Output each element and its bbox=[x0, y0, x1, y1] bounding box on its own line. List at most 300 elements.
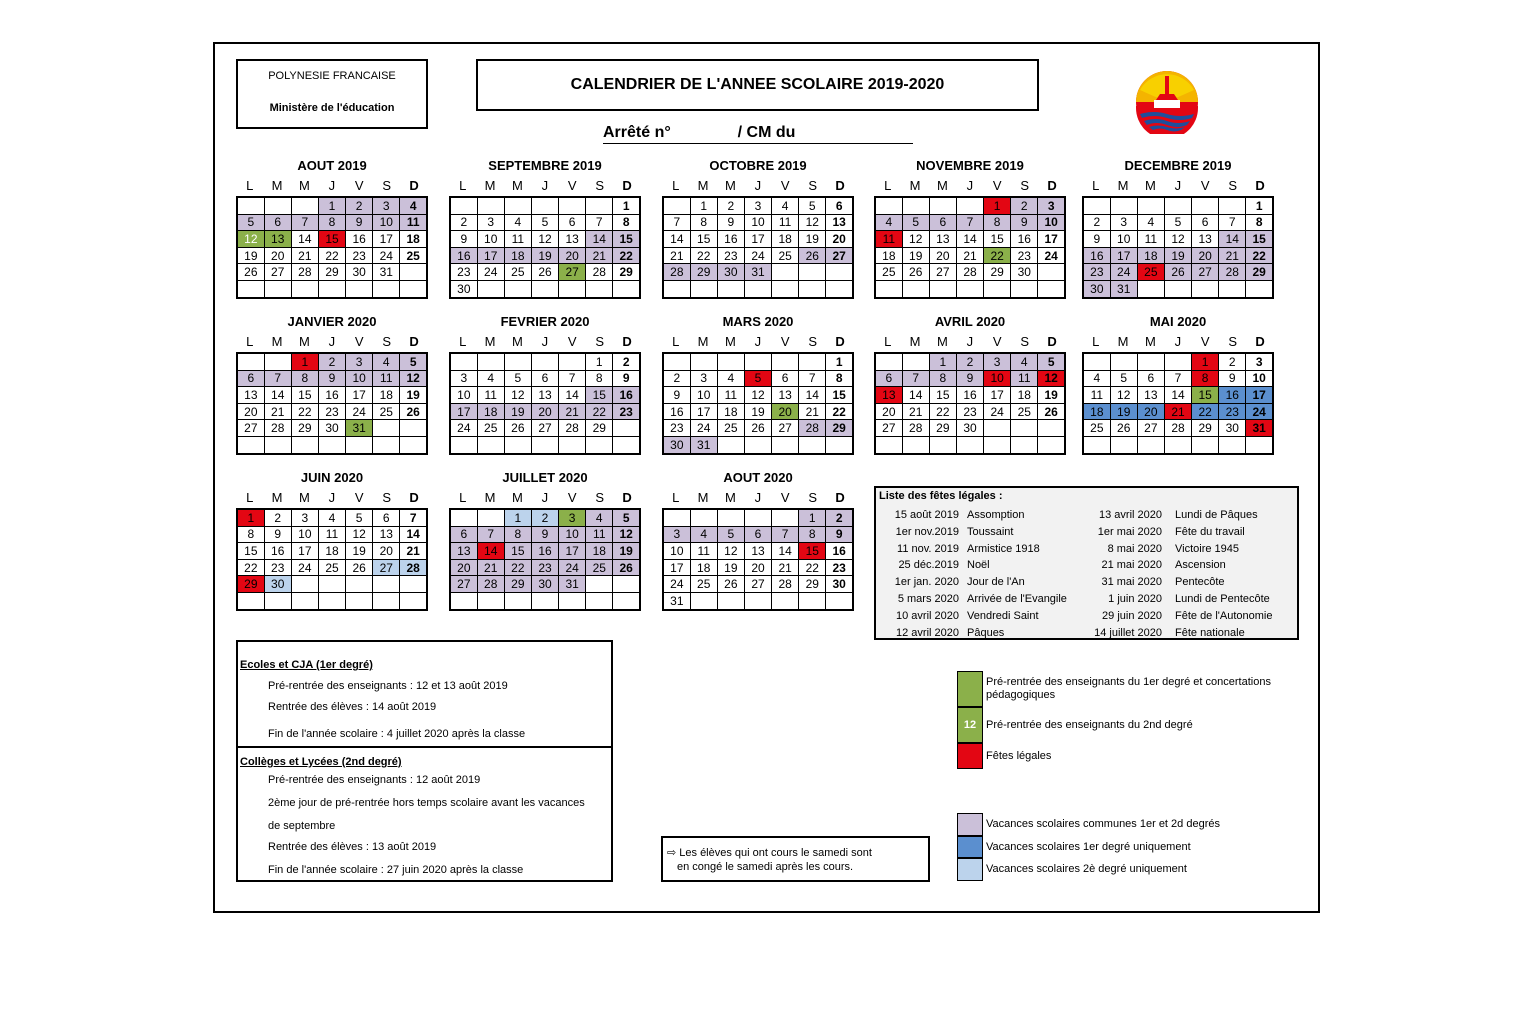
month-days-table bbox=[1082, 352, 1274, 455]
weekday-header bbox=[662, 178, 854, 194]
day-cell: 25 bbox=[400, 247, 427, 264]
weekday-label: M bbox=[484, 490, 496, 505]
day-cell: 6 bbox=[237, 370, 264, 387]
day-cell bbox=[826, 280, 853, 297]
day-cell: 11 bbox=[477, 387, 504, 404]
day-cell: 5 bbox=[504, 370, 531, 387]
day-cell bbox=[744, 436, 771, 453]
holiday-name: Assomption bbox=[967, 509, 1025, 521]
weekday-label: M bbox=[1117, 334, 1129, 349]
day-cell: 3 bbox=[373, 197, 400, 214]
week-row bbox=[1083, 370, 1273, 387]
weekday-label: J bbox=[328, 490, 336, 505]
week-row bbox=[1083, 231, 1273, 248]
day-cell: 18 bbox=[875, 247, 902, 264]
holiday-name: Pâques bbox=[967, 626, 1005, 639]
week-row bbox=[875, 370, 1065, 387]
month-days-table bbox=[662, 352, 854, 455]
day-cell: 13 bbox=[772, 387, 799, 404]
week-row bbox=[1083, 197, 1273, 214]
day-cell: 22 bbox=[826, 403, 853, 420]
day-cell bbox=[826, 264, 853, 281]
day-cell bbox=[450, 509, 477, 526]
day-cell bbox=[1219, 436, 1246, 453]
weekday-label: M bbox=[484, 334, 496, 349]
day-cell: 18 bbox=[690, 559, 717, 576]
day-cell: 28 bbox=[799, 420, 826, 437]
day-cell: 19 bbox=[504, 403, 531, 420]
week-row bbox=[450, 231, 640, 248]
day-cell: 25 bbox=[1083, 420, 1110, 437]
weekday-label: M bbox=[512, 334, 523, 349]
day-cell: 11 bbox=[373, 370, 400, 387]
month-title: SEPTEMBRE 2019 bbox=[488, 158, 602, 173]
weekday-header bbox=[236, 490, 428, 506]
holiday-date: 21 mai 2020 bbox=[1101, 559, 1162, 572]
day-cell bbox=[1083, 436, 1110, 453]
day-cell: 5 bbox=[346, 509, 373, 526]
day-cell: 5 bbox=[1110, 370, 1137, 387]
day-cell: 29 bbox=[504, 576, 531, 593]
day-cell: 4 bbox=[690, 526, 717, 543]
day-cell: 15 bbox=[586, 387, 613, 404]
day-cell bbox=[717, 280, 744, 297]
weekday-label: J bbox=[541, 178, 549, 193]
day-cell: 27 bbox=[373, 559, 400, 576]
day-cell bbox=[586, 592, 613, 609]
school-dates-box bbox=[236, 640, 613, 882]
day-cell: 24 bbox=[744, 247, 771, 264]
holiday-date: 1er mai 2020 bbox=[1097, 525, 1162, 538]
day-cell: 12 bbox=[717, 543, 744, 560]
day-cell bbox=[264, 197, 291, 214]
day-cell: 12 bbox=[613, 526, 640, 543]
week-row bbox=[450, 526, 640, 543]
legend-text-green1: Pré-rentrée des enseignants du 1er degré et concertations bbox=[986, 676, 1271, 688]
holiday-date: 1 juin 2020 bbox=[1108, 593, 1162, 605]
day-cell: 20 bbox=[373, 543, 400, 560]
day-cell bbox=[799, 436, 826, 453]
weekday-label: S bbox=[808, 490, 817, 505]
day-cell: 4 bbox=[373, 353, 400, 370]
day-cell bbox=[690, 280, 717, 297]
holiday-date: 8 mai 2020 bbox=[1107, 542, 1162, 555]
day-cell: 13 bbox=[264, 231, 291, 248]
day-cell: 12 bbox=[400, 370, 427, 387]
week-row bbox=[875, 247, 1065, 264]
day-cell: 19 bbox=[717, 559, 744, 576]
day-cell: 11 bbox=[586, 526, 613, 543]
week-row bbox=[663, 559, 853, 576]
day-cell bbox=[1246, 280, 1273, 297]
day-cell: 29 bbox=[929, 420, 956, 437]
day-cell: 20 bbox=[237, 403, 264, 420]
day-cell: 21 bbox=[477, 559, 504, 576]
day-cell bbox=[984, 280, 1011, 297]
day-cell bbox=[902, 280, 929, 297]
holiday-date: 1er jan. 2020 bbox=[894, 576, 959, 589]
day-cell: 7 bbox=[291, 214, 318, 231]
day-cell bbox=[613, 592, 640, 609]
day-cell bbox=[902, 436, 929, 453]
day-cell: 14 bbox=[1164, 387, 1191, 404]
day-cell: 25 bbox=[1137, 264, 1164, 281]
day-cell bbox=[400, 576, 427, 593]
day-cell: 22 bbox=[1192, 403, 1219, 420]
day-cell: 31 bbox=[1110, 280, 1137, 297]
day-cell: 21 bbox=[663, 247, 690, 264]
month-days-table bbox=[662, 196, 854, 299]
day-cell: 26 bbox=[902, 264, 929, 281]
day-cell: 3 bbox=[690, 370, 717, 387]
day-cell bbox=[744, 592, 771, 609]
day-cell: 30 bbox=[663, 436, 690, 453]
day-cell: 31 bbox=[373, 264, 400, 281]
day-cell bbox=[559, 280, 586, 297]
holiday-name: Lundi de Pâques bbox=[1175, 509, 1258, 521]
week-row bbox=[237, 214, 427, 231]
week-row bbox=[450, 420, 640, 437]
weekday-header bbox=[1082, 334, 1274, 350]
day-cell: 1 bbox=[237, 509, 264, 526]
week-row bbox=[450, 387, 640, 404]
day-cell: 8 bbox=[613, 214, 640, 231]
day-cell: 15 bbox=[826, 387, 853, 404]
day-cell: 14 bbox=[902, 387, 929, 404]
weekday-label: M bbox=[299, 334, 310, 349]
day-cell bbox=[613, 420, 640, 437]
day-cell: 5 bbox=[531, 214, 558, 231]
day-cell bbox=[690, 592, 717, 609]
weekday-label: M bbox=[697, 334, 709, 349]
day-cell bbox=[450, 197, 477, 214]
legend-text-red: Fêtes légales bbox=[986, 750, 1052, 762]
weekday-label: J bbox=[754, 334, 762, 349]
day-cell: 14 bbox=[559, 387, 586, 404]
week-row bbox=[1083, 436, 1273, 453]
day-cell: 25 bbox=[772, 247, 799, 264]
week-row bbox=[875, 403, 1065, 420]
day-cell: 10 bbox=[1038, 214, 1065, 231]
weekday-header bbox=[449, 490, 641, 506]
org-line2: Ministère de l'éducation bbox=[269, 102, 395, 114]
day-cell: 25 bbox=[717, 420, 744, 437]
weekday-label: M bbox=[697, 490, 709, 505]
weekday-label: L bbox=[672, 334, 680, 349]
day-cell: 20 bbox=[875, 403, 902, 420]
day-cell: 22 bbox=[237, 559, 264, 576]
weekday-label: D bbox=[622, 490, 632, 505]
day-cell bbox=[1011, 280, 1038, 297]
day-cell: 9 bbox=[450, 231, 477, 248]
day-cell bbox=[772, 280, 799, 297]
day-cell: 6 bbox=[373, 509, 400, 526]
day-cell bbox=[717, 436, 744, 453]
day-cell: 15 bbox=[318, 231, 345, 248]
day-cell bbox=[264, 280, 291, 297]
day-cell: 17 bbox=[477, 247, 504, 264]
day-cell bbox=[291, 197, 318, 214]
day-cell: 15 bbox=[237, 543, 264, 560]
day-cell: 30 bbox=[264, 576, 291, 593]
holiday-name: Ascension bbox=[1175, 559, 1226, 572]
day-cell: 21 bbox=[400, 543, 427, 560]
day-cell: 9 bbox=[826, 526, 853, 543]
month-title: AOUT 2020 bbox=[723, 470, 793, 485]
day-cell: 4 bbox=[586, 509, 613, 526]
day-cell: 2 bbox=[346, 197, 373, 214]
day-cell bbox=[1038, 280, 1065, 297]
day-cell: 20 bbox=[450, 559, 477, 576]
day-cell bbox=[902, 197, 929, 214]
day-cell: 25 bbox=[477, 420, 504, 437]
day-cell bbox=[346, 592, 373, 609]
week-row bbox=[237, 436, 427, 453]
day-cell: 29 bbox=[613, 264, 640, 281]
day-cell: 7 bbox=[264, 370, 291, 387]
day-cell: 11 bbox=[318, 526, 345, 543]
day-cell: 15 bbox=[1246, 231, 1273, 248]
day-cell: 4 bbox=[1011, 353, 1038, 370]
day-cell: 19 bbox=[902, 247, 929, 264]
legend-swatch-blue bbox=[957, 836, 983, 858]
week-row bbox=[663, 247, 853, 264]
holiday-date: 31 mai 2020 bbox=[1101, 576, 1162, 589]
day-cell: 12 bbox=[504, 387, 531, 404]
week-row bbox=[1083, 403, 1273, 420]
day-cell bbox=[875, 197, 902, 214]
day-cell bbox=[504, 436, 531, 453]
week-row bbox=[237, 576, 427, 593]
month-title: NOVEMBRE 2019 bbox=[916, 158, 1024, 173]
day-cell bbox=[264, 436, 291, 453]
weekday-label: V bbox=[780, 490, 790, 505]
day-cell: 13 bbox=[875, 387, 902, 404]
weekday-label: M bbox=[1145, 178, 1156, 193]
day-cell bbox=[504, 592, 531, 609]
day-cell: 2 bbox=[1083, 214, 1110, 231]
day-cell: 12 bbox=[799, 214, 826, 231]
week-row bbox=[1083, 247, 1273, 264]
weekday-label: M bbox=[484, 178, 496, 193]
month-title: MAI 2020 bbox=[1149, 314, 1207, 329]
cm-label: / CM du bbox=[737, 124, 796, 141]
day-cell bbox=[531, 197, 558, 214]
day-cell: 21 bbox=[291, 247, 318, 264]
month-days-table bbox=[236, 196, 428, 299]
holiday-date: 5 mars 2020 bbox=[897, 593, 959, 605]
day-cell bbox=[875, 280, 902, 297]
week-row bbox=[875, 231, 1065, 248]
day-cell: 10 bbox=[346, 370, 373, 387]
day-cell: 16 bbox=[613, 387, 640, 404]
day-cell: 16 bbox=[1219, 387, 1246, 404]
week-row bbox=[875, 280, 1065, 297]
day-cell bbox=[291, 436, 318, 453]
week-row bbox=[1083, 264, 1273, 281]
day-cell: 9 bbox=[531, 526, 558, 543]
day-cell bbox=[663, 353, 690, 370]
weekday-label: M bbox=[937, 334, 948, 349]
day-cell bbox=[1192, 436, 1219, 453]
day-cell: 26 bbox=[237, 264, 264, 281]
month-days-table bbox=[662, 508, 854, 611]
section-divider bbox=[238, 746, 611, 748]
day-cell: 11 bbox=[504, 231, 531, 248]
day-cell: 1 bbox=[826, 353, 853, 370]
day-cell: 4 bbox=[772, 197, 799, 214]
week-row bbox=[875, 353, 1065, 370]
week-row bbox=[237, 592, 427, 609]
legend-swatch-green bbox=[957, 671, 983, 707]
day-cell: 27 bbox=[744, 576, 771, 593]
day-cell: 13 bbox=[929, 231, 956, 248]
day-cell: 16 bbox=[956, 387, 983, 404]
legend-swatch-lightblue bbox=[957, 858, 983, 881]
week-row bbox=[237, 264, 427, 281]
day-cell: 10 bbox=[1110, 231, 1137, 248]
day-cell: 27 bbox=[264, 264, 291, 281]
day-cell bbox=[772, 353, 799, 370]
day-cell: 13 bbox=[1192, 231, 1219, 248]
week-row bbox=[237, 247, 427, 264]
primary-item: Pré-rentrée des enseignants : 12 et 13 août 2019 bbox=[268, 680, 508, 692]
day-cell: 12 bbox=[531, 231, 558, 248]
month-title: JANVIER 2020 bbox=[287, 314, 377, 329]
weekday-label: M bbox=[725, 334, 736, 349]
holiday-name: Pentecôte bbox=[1175, 576, 1225, 589]
note-line1: ⇨ Les élèves qui ont cours le samedi sont bbox=[667, 847, 872, 859]
day-cell bbox=[717, 353, 744, 370]
day-cell bbox=[663, 280, 690, 297]
weekday-label: D bbox=[622, 334, 632, 349]
day-cell: 16 bbox=[1083, 247, 1110, 264]
holiday-name: Jour de l'An bbox=[967, 576, 1025, 589]
day-cell: 12 bbox=[744, 387, 771, 404]
day-cell: 28 bbox=[264, 420, 291, 437]
day-cell bbox=[504, 353, 531, 370]
day-cell: 3 bbox=[477, 214, 504, 231]
day-cell bbox=[1192, 280, 1219, 297]
day-cell: 25 bbox=[1011, 403, 1038, 420]
day-cell: 3 bbox=[1110, 214, 1137, 231]
weekday-label: D bbox=[835, 334, 845, 349]
day-cell: 28 bbox=[902, 420, 929, 437]
holiday-name: Fête nationale bbox=[1175, 626, 1245, 639]
day-cell: 9 bbox=[1083, 231, 1110, 248]
day-cell: 15 bbox=[613, 231, 640, 248]
day-cell bbox=[559, 436, 586, 453]
week-row bbox=[237, 543, 427, 560]
day-cell bbox=[237, 353, 264, 370]
org-line1: POLYNESIE FRANCAISE bbox=[268, 70, 396, 82]
day-cell: 26 bbox=[531, 264, 558, 281]
day-cell bbox=[373, 576, 400, 593]
week-row bbox=[1083, 214, 1273, 231]
day-cell: 19 bbox=[613, 543, 640, 560]
note-line2: en congé le samedi après les cours. bbox=[677, 861, 854, 873]
weekday-label: S bbox=[1020, 334, 1029, 349]
day-cell: 1 bbox=[1246, 197, 1273, 214]
week-row bbox=[237, 420, 427, 437]
day-cell: 24 bbox=[984, 403, 1011, 420]
day-cell: 8 bbox=[690, 214, 717, 231]
week-row bbox=[663, 280, 853, 297]
day-cell bbox=[1110, 353, 1137, 370]
day-cell bbox=[318, 576, 345, 593]
day-cell: 7 bbox=[1219, 214, 1246, 231]
month-days-table bbox=[449, 196, 641, 299]
day-cell: 6 bbox=[1192, 214, 1219, 231]
weekday-label: M bbox=[271, 490, 283, 505]
day-cell: 27 bbox=[826, 247, 853, 264]
day-cell: 24 bbox=[450, 420, 477, 437]
day-cell: 28 bbox=[586, 264, 613, 281]
weekday-label: V bbox=[1200, 334, 1210, 349]
weekday-label: S bbox=[1228, 178, 1237, 193]
month-title: FEVRIER 2020 bbox=[500, 314, 590, 329]
day-cell: 30 bbox=[1083, 280, 1110, 297]
saturday-note bbox=[661, 836, 930, 882]
primary-item: Fin de l'année scolaire : 4 juillet 2020 après la classe bbox=[268, 728, 526, 740]
day-cell bbox=[1219, 280, 1246, 297]
day-cell: 17 bbox=[373, 231, 400, 248]
day-cell bbox=[237, 436, 264, 453]
weekday-header bbox=[449, 334, 641, 350]
day-cell: 21 bbox=[956, 247, 983, 264]
day-cell bbox=[1083, 353, 1110, 370]
week-row bbox=[663, 264, 853, 281]
weekday-label: V bbox=[780, 334, 790, 349]
day-cell: 6 bbox=[744, 526, 771, 543]
day-cell bbox=[477, 353, 504, 370]
day-cell: 8 bbox=[929, 370, 956, 387]
holiday-date: 13 avril 2020 bbox=[1099, 509, 1162, 521]
day-cell: 18 bbox=[373, 387, 400, 404]
day-cell: 21 bbox=[264, 403, 291, 420]
day-cell: 10 bbox=[477, 231, 504, 248]
day-cell: 5 bbox=[237, 214, 264, 231]
holiday-date: 10 avril 2020 bbox=[896, 609, 959, 622]
day-cell: 17 bbox=[1110, 247, 1137, 264]
day-cell: 29 bbox=[690, 264, 717, 281]
day-cell: 26 bbox=[717, 576, 744, 593]
weekday-label: V bbox=[780, 178, 790, 193]
day-cell bbox=[875, 353, 902, 370]
page-title: CALENDRIER DE L'ANNEE SCOLAIRE 2019-2020 bbox=[476, 59, 1039, 111]
day-cell: 14 bbox=[799, 387, 826, 404]
week-row bbox=[663, 231, 853, 248]
day-cell: 11 bbox=[772, 214, 799, 231]
week-row bbox=[450, 559, 640, 576]
weekday-label: J bbox=[541, 490, 549, 505]
day-cell: 7 bbox=[477, 526, 504, 543]
weekday-header bbox=[236, 178, 428, 194]
day-cell bbox=[690, 353, 717, 370]
day-cell: 4 bbox=[1137, 214, 1164, 231]
day-cell: 4 bbox=[1083, 370, 1110, 387]
day-cell bbox=[1164, 280, 1191, 297]
polynesia-emblem-icon bbox=[1134, 70, 1200, 134]
month-title: AOUT 2019 bbox=[297, 158, 367, 173]
day-cell bbox=[586, 197, 613, 214]
day-cell: 13 bbox=[1137, 387, 1164, 404]
holidays-list bbox=[874, 486, 1299, 640]
day-cell: 3 bbox=[559, 509, 586, 526]
day-cell: 29 bbox=[799, 576, 826, 593]
day-cell: 1 bbox=[929, 353, 956, 370]
day-cell bbox=[400, 420, 427, 437]
